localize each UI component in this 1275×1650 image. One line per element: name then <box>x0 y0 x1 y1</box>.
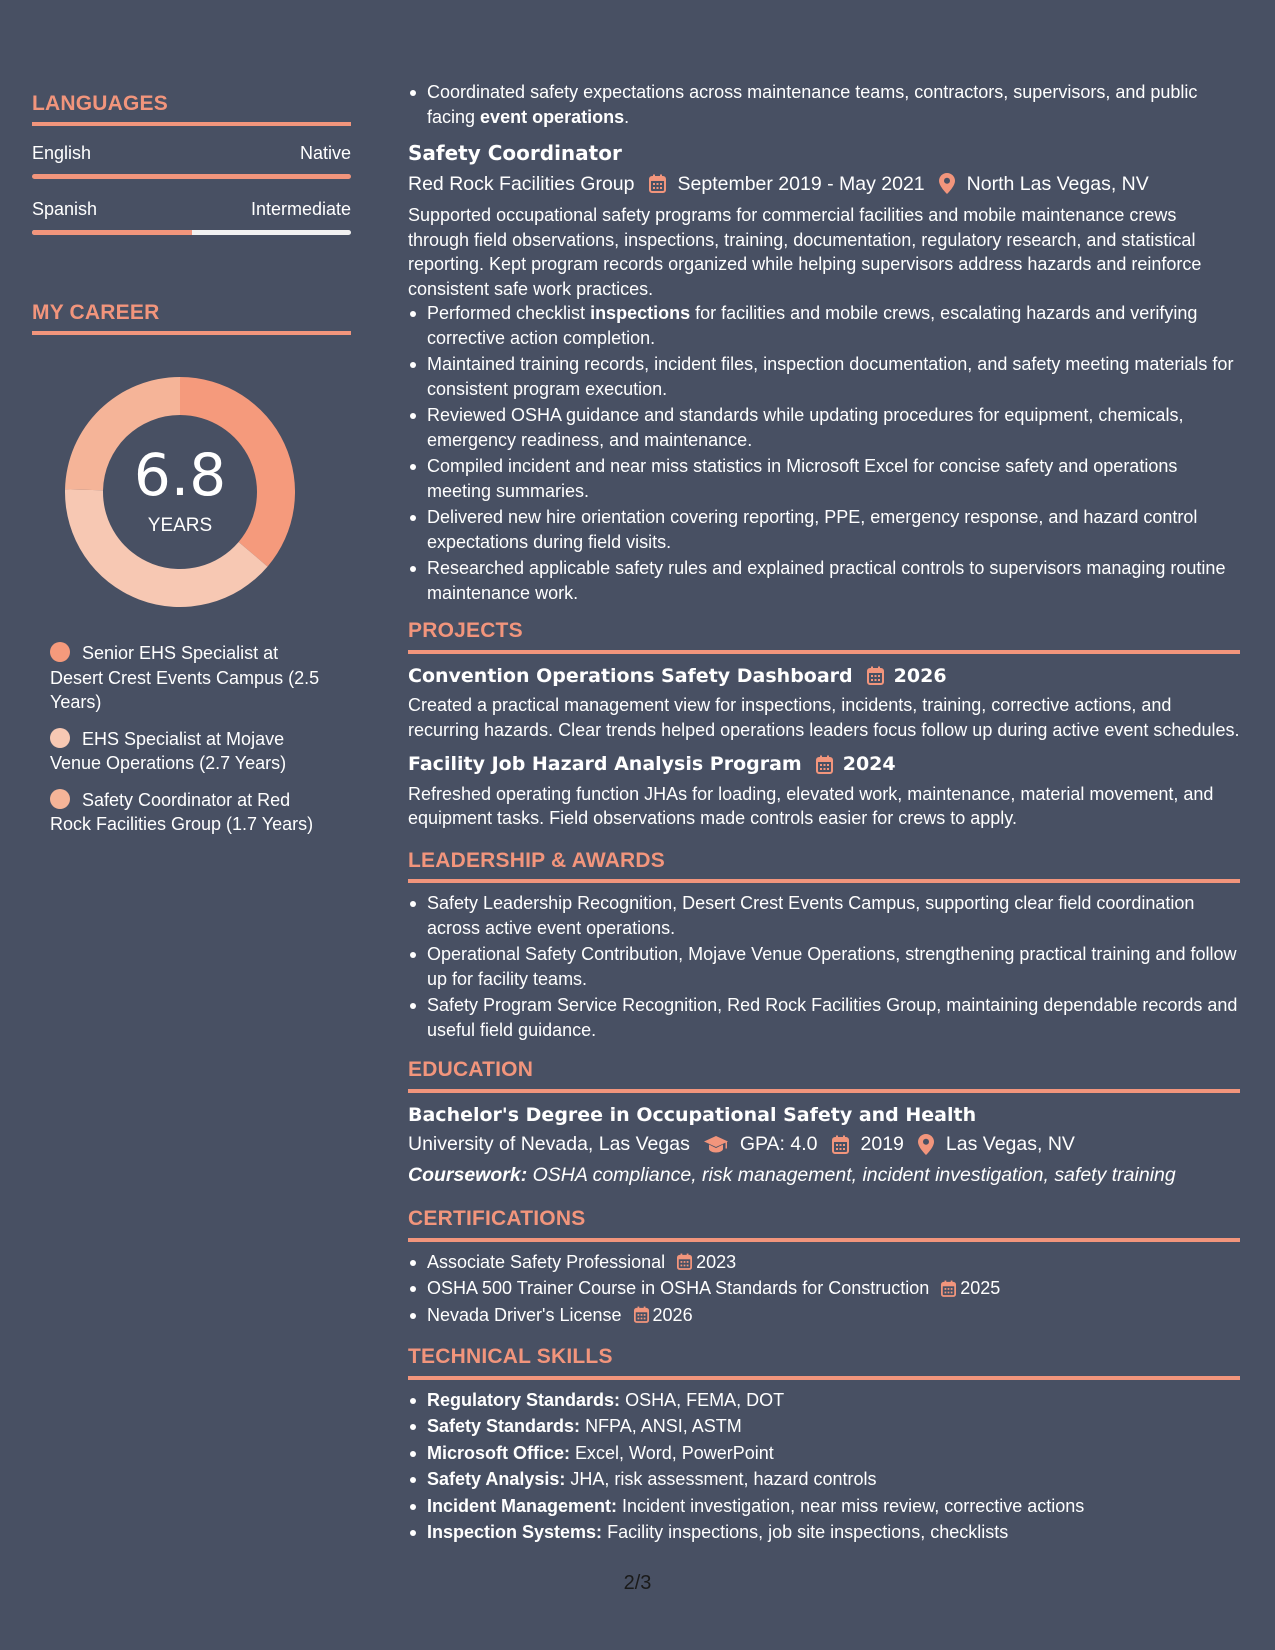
legend-item <box>50 641 332 715</box>
language-name: English <box>32 143 92 163</box>
job-meta <box>408 172 1240 197</box>
certification-year: 2026 <box>652 1304 693 1325</box>
career-heading: MY CAREER <box>32 301 351 335</box>
location-pin-icon <box>939 173 955 194</box>
calendar-icon <box>941 1280 956 1297</box>
location-pin-icon <box>918 1134 934 1155</box>
list-item: Safety Standards: NFPA, ANSI, ASTM <box>408 1414 1240 1439</box>
language-proficiency-fill <box>32 174 351 179</box>
legend-text: EHS Specialist at Mojave Venue Operations (2.7 Years) <box>50 728 287 773</box>
project-name: Convention Operations Safety Dashboard <box>408 664 853 687</box>
language-proficiency-bar <box>32 230 351 235</box>
legend-dot-icon <box>50 789 70 809</box>
education-meta <box>408 1132 1240 1157</box>
language-level: Intermediate <box>250 199 351 219</box>
list-item: Microsoft Office: Excel, Word, PowerPoint <box>408 1441 1240 1466</box>
legend-dot-icon <box>50 642 70 662</box>
language-level: Native <box>299 143 351 163</box>
list-item: Regulatory Standards: OSHA, FEMA, DOT <box>408 1388 1240 1413</box>
list-item: Compiled incident and near miss statistics in Microsoft Excel for concise safety and operations meeting summaries. <box>408 454 1240 503</box>
certification-year: 2023 <box>696 1251 737 1272</box>
calendar-icon <box>832 1135 849 1154</box>
list-item: Incident Management: Incident investigation, near miss review, corrective actions <box>408 1494 1240 1519</box>
calendar-icon <box>867 666 884 685</box>
list-item: Safety Analysis: JHA, risk assessment, hazard controls <box>408 1467 1240 1492</box>
language-proficiency-bar <box>32 174 351 179</box>
career-total-years: 6.8 <box>133 441 227 509</box>
coursework-label: Coursework: <box>408 1163 528 1186</box>
legend-text: Safety Coordinator at Red Rock Facilities Group (1.7 Years) <box>50 789 314 834</box>
job-dates: September 2019 - May 2021 <box>677 172 925 195</box>
project-entry <box>408 752 1240 831</box>
list-item: Delivered new hire orientation covering reporting, PPE, emergency response, and hazard control expectations during field visits. <box>408 505 1240 554</box>
certification-year: 2025 <box>960 1278 1001 1298</box>
language-item <box>32 199 351 235</box>
projects-heading: PROJECTS <box>408 619 1240 654</box>
degree-title: Bachelor's Degree in Occupational Safety and Health <box>408 1103 977 1126</box>
project-description: Created a practical management view for inspections, incidents, training, corrective actions, and recurring hazards. Clear trends helped operations leaders focus follow up during active event schedules. <box>408 695 1240 740</box>
job-location: North Las Vegas, NV <box>966 172 1149 195</box>
previous-job-bullets <box>408 80 1240 129</box>
coursework <box>408 1163 1240 1188</box>
project-year: 2024 <box>842 753 896 775</box>
gpa: GPA: 4.0 <box>739 1133 818 1155</box>
job-title: Safety Coordinator <box>408 141 622 165</box>
list-item: Safety Program Service Recognition, Red Rock Facilities Group, maintaining dependable records and useful field guidance. <box>408 993 1240 1042</box>
language-name: Spanish <box>32 199 98 219</box>
skills-heading: TECHNICAL SKILLS <box>408 1345 1240 1380</box>
language-item <box>32 143 351 179</box>
right-column <box>408 80 1240 1547</box>
project-name: Facility Job Hazard Analysis Program <box>408 753 802 775</box>
legend-item <box>50 727 332 776</box>
legend-item <box>50 788 332 837</box>
graduation-cap-icon <box>704 1136 728 1153</box>
list-item: Inspection Systems: Facility inspections, job site inspections, checklists <box>408 1520 1240 1545</box>
list-item: Reviewed OSHA guidance and standards while updating procedures for equipment, chemicals, emergency readiness, and maintenance. <box>408 403 1240 452</box>
certification-name: OSHA 500 Trainer Course in OSHA Standards for Construction <box>427 1278 930 1298</box>
graduation-year: 2019 <box>860 1133 904 1155</box>
list-item: Coordinated safety expectations across maintenance teams, contractors, supervisors, and public facing event operations. <box>408 80 1240 129</box>
list-item: Safety Leadership Recognition, Desert Crest Events Campus, supporting clear field coordination across active event operations. <box>408 891 1240 940</box>
list-item <box>408 1303 1240 1328</box>
job-summary: Supported occupational safety programs for commercial facilities and mobile maintenance crews through field observations, inspections, training, documentation, regulatory research, and statistical reporting. Kept program records organized while helping supervisors address hazards and reinforce consistent safe work practices. <box>408 205 1202 299</box>
list-item: Operational Safety Contribution, Mojave Venue Operations, strengthening practical training and follow up for facility teams. <box>408 942 1240 991</box>
career-legend <box>32 641 332 837</box>
certifications-heading: CERTIFICATIONS <box>408 1207 1240 1242</box>
calendar-icon <box>634 1306 649 1323</box>
list-item <box>408 1250 1240 1275</box>
calendar-icon <box>816 755 833 774</box>
language-proficiency-fill <box>32 230 192 235</box>
calendar-icon <box>677 1253 692 1270</box>
job-entry <box>408 141 1240 605</box>
languages-heading: LANGUAGES <box>32 92 351 126</box>
page-number: 2/3 <box>623 1572 652 1594</box>
project-entry <box>408 664 1240 743</box>
certifications-list <box>408 1250 1240 1328</box>
education-heading: EDUCATION <box>408 1058 1240 1093</box>
list-item <box>408 1276 1240 1301</box>
school-location: Las Vegas, NV <box>945 1133 1075 1155</box>
coursework-text: OSHA compliance, risk management, incident investigation, safety training <box>532 1163 1176 1186</box>
project-description: Refreshed operating function JHAs for loading, elevated work, maintenance, material movement, and equipment tasks. Field observations made controls easier for crews to apply. <box>408 783 1214 828</box>
left-column <box>32 92 351 849</box>
certification-name: Nevada Driver's License <box>427 1304 622 1325</box>
school-name: University of Nevada, Las Vegas <box>408 1133 690 1155</box>
project-year: 2026 <box>893 664 947 687</box>
legend-dot-icon <box>50 728 70 748</box>
leadership-list <box>408 891 1240 1042</box>
skills-list <box>408 1388 1240 1545</box>
leadership-heading: LEADERSHIP & AWARDS <box>408 849 1240 884</box>
list-item: Performed checklist inspections for facilities and mobile crews, escalating hazards and verifying corrective action completion. <box>408 301 1240 350</box>
list-item: Researched applicable safety rules and explained practical controls to supervisors managing routine maintenance work. <box>408 556 1240 605</box>
career-donut-chart <box>65 377 295 607</box>
job-bullets <box>408 301 1240 605</box>
certification-name: Associate Safety Professional <box>427 1251 666 1272</box>
list-item: Maintained training records, incident files, inspection documentation, and safety meeting materials for consistent program execution. <box>408 352 1240 401</box>
career-years-unit: YEARS <box>147 515 213 536</box>
career-section <box>32 301 351 837</box>
job-company: Red Rock Facilities Group <box>408 172 635 195</box>
calendar-icon <box>649 174 666 193</box>
legend-text: Senior EHS Specialist at Desert Crest Events Campus (2.5 Years) <box>50 643 320 712</box>
